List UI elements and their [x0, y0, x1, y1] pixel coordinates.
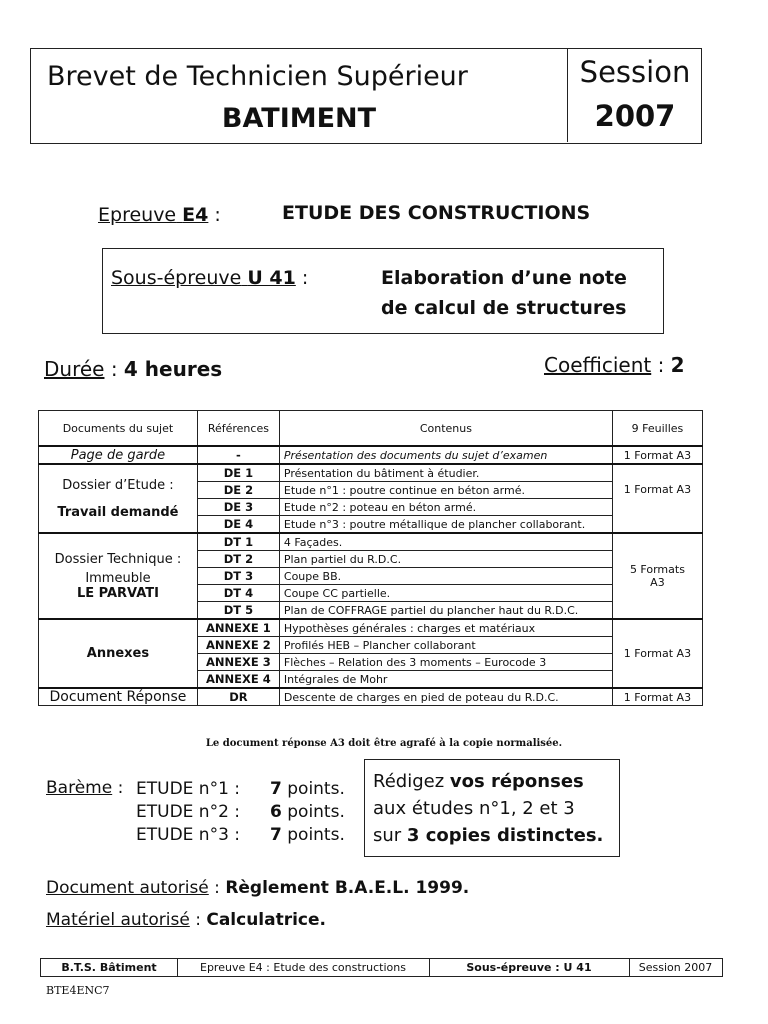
content-cell: Présentation du bâtiment à étudier.	[279, 464, 612, 482]
exam-label	[98, 204, 221, 226]
exam-label-suffix: :	[208, 204, 221, 226]
duration-sep: :	[104, 357, 124, 381]
ref-cell: DE 2	[197, 482, 279, 499]
page-de-garde-sheets: 1 Format A3	[612, 446, 702, 464]
bareme-points-value: 7	[270, 825, 282, 845]
document-autorise-label: Document autorisé	[46, 878, 209, 898]
coefficient-sep: :	[651, 353, 671, 377]
bareme-label	[46, 778, 123, 798]
content-cell: Intégrales de Mohr	[279, 671, 612, 689]
table-row	[39, 619, 703, 637]
sub-exam-label-prefix: Sous-épreuve	[111, 267, 242, 289]
dossier-etude-sheets: 1 Format A3	[612, 464, 702, 533]
sub-exam-label	[111, 267, 308, 289]
content-cell: Flèches – Relation des 3 moments – Eurocode 3	[279, 654, 612, 671]
page-de-garde-content: Présentation des documents du sujet d’examen	[279, 446, 612, 464]
bareme-points-value: 6	[270, 802, 282, 822]
exam-code: E4	[182, 204, 209, 226]
materiel-autorise-sep: :	[189, 910, 207, 930]
responses-instruction-box	[364, 759, 620, 857]
exam-label-prefix: Epreuve	[98, 204, 177, 226]
ref-cell: DT 4	[197, 585, 279, 602]
diploma-title: Brevet de Technicien Supérieur	[47, 61, 468, 92]
sub-exam-label-suffix: :	[295, 267, 309, 289]
document-autorise	[46, 878, 469, 898]
responses-line3	[373, 822, 603, 849]
bareme-points-row	[270, 778, 345, 801]
sub-exam-code: U 41	[247, 267, 296, 289]
dossier-technique-sheets	[612, 533, 702, 619]
sub-exam-title-line2: de calcul de structures	[381, 297, 627, 319]
bareme-label-text: Barème	[46, 778, 113, 798]
table-row	[39, 688, 703, 706]
dossier-technique-sheets-line1: 5 Formats	[629, 563, 685, 576]
bareme-points-unit: points.	[281, 779, 345, 799]
content-cell: Coupe CC partielle.	[279, 585, 612, 602]
content-cell: Plan de COFFRAGE partiel du plancher haut du R.D.C.	[279, 602, 612, 620]
document-reponse-doc: Document Réponse	[39, 688, 198, 706]
dossier-etude-doc	[39, 464, 198, 533]
responses-line1b: vos réponses	[449, 771, 584, 792]
dossier-etude-line2: Travail demandé	[57, 504, 179, 520]
responses-line2: aux études n°1, 2 et 3	[373, 798, 575, 819]
header-title-cell	[31, 49, 568, 142]
content-cell: Etude n°1 : poutre continue en béton armé.	[279, 482, 612, 499]
documents-table	[38, 410, 703, 706]
content-cell: Plan partiel du R.D.C.	[279, 551, 612, 568]
ref-cell: ANNEXE 3	[197, 654, 279, 671]
dossier-technique-line2: Immeuble	[85, 570, 151, 586]
sub-exam-title	[381, 263, 627, 323]
dossier-technique-line1: Dossier Technique :	[54, 551, 182, 567]
session-year: 2007	[594, 99, 676, 133]
sub-exam-box	[102, 248, 664, 334]
sub-exam-title-line1: Elaboration d’une note	[381, 267, 627, 289]
dossier-technique-doc	[39, 533, 198, 619]
bareme-points-row	[270, 801, 345, 824]
bareme-study-name: ETUDE n°1 :	[136, 779, 241, 799]
content-cell: Coupe BB.	[279, 568, 612, 585]
content-cell: Etude n°2 : poteau en béton armé.	[279, 499, 612, 516]
duration	[44, 357, 222, 381]
ref-cell: DE 1	[197, 464, 279, 482]
ref-cell: ANNEXE 2	[197, 637, 279, 654]
bareme-label-sep: :	[112, 778, 124, 798]
table-row	[39, 446, 703, 464]
content-cell: Etude n°3 : poutre métallique de plancher collaborant.	[279, 516, 612, 534]
materiel-autorise	[46, 910, 326, 930]
exam-title: ETUDE DES CONSTRUCTIONS	[282, 202, 591, 224]
footer-sous-epreuve: Sous-épreuve : U 41	[429, 959, 630, 976]
footer-epreuve: Epreuve E4 : Etude des constructions	[177, 959, 430, 976]
document-autorise-value: Règlement B.A.E.L. 1999.	[225, 878, 470, 898]
diploma-specialty: BATIMENT	[221, 103, 377, 134]
dossier-technique-sheets-line2: A3	[650, 576, 665, 589]
page-de-garde-doc: Page de garde	[39, 446, 198, 464]
bareme-study-name: ETUDE n°3 :	[136, 825, 241, 845]
document-autorise-sep: :	[208, 878, 226, 898]
document-reponse-content: Descente de charges en pied de poteau du R.D.C.	[279, 688, 612, 706]
ref-cell: DT 3	[197, 568, 279, 585]
responses-line1a: Rédigez	[373, 771, 450, 792]
table-row	[39, 464, 703, 482]
materiel-autorise-value: Calculatrice.	[206, 910, 326, 930]
bareme-study-name: ETUDE n°2 :	[136, 802, 241, 822]
header-documents: Documents du sujet	[39, 411, 198, 447]
document-code: BTE4ENC7	[46, 984, 110, 997]
header-box	[30, 48, 702, 144]
table-row	[39, 533, 703, 551]
content-cell: Profilés HEB – Plancher collaborant	[279, 637, 612, 654]
responses-instruction	[373, 768, 603, 849]
responses-line3a: sur	[373, 825, 407, 846]
duration-label: Durée	[44, 357, 105, 381]
header-references: Références	[197, 411, 279, 447]
responses-line1	[373, 768, 603, 795]
annexes-sheets: 1 Format A3	[612, 619, 702, 688]
annexes-doc: Annexes	[39, 619, 198, 688]
table-header-row	[39, 411, 703, 447]
footer-bar	[40, 958, 723, 977]
duration-value: 4 heures	[123, 357, 223, 381]
content-cell: 4 Façades.	[279, 533, 612, 551]
coefficient-value: 2	[670, 353, 685, 377]
page-de-garde-ref: -	[197, 446, 279, 464]
bareme-points	[270, 778, 345, 847]
content-cell: Hypothèses générales : charges et matériaux	[279, 619, 612, 637]
bareme-studies	[136, 778, 240, 847]
responses-line3b: 3 copies distinctes.	[406, 825, 604, 846]
footer-bts: B.T.S. Bâtiment	[41, 959, 178, 976]
ref-cell: ANNEXE 4	[197, 671, 279, 689]
document-reponse-ref: DR	[197, 688, 279, 706]
bareme-points-row	[270, 824, 345, 847]
coefficient-label: Coefficient	[544, 353, 652, 377]
header-contents: Contenus	[279, 411, 612, 447]
ref-cell: DE 3	[197, 499, 279, 516]
dossier-etude-line1: Dossier d’Etude :	[62, 477, 174, 493]
ref-cell: DT 1	[197, 533, 279, 551]
coefficient	[544, 353, 685, 377]
dossier-technique-line3: LE PARVATI	[76, 585, 159, 601]
header-sheets: 9 Feuilles	[612, 411, 702, 447]
session-label: Session	[579, 55, 691, 89]
footer-session: Session 2007	[638, 961, 713, 974]
bareme-points-value: 7	[270, 779, 282, 799]
materiel-autorise-label: Matériel autorisé	[46, 910, 190, 930]
ref-cell: DT 5	[197, 602, 279, 620]
ref-cell: DE 4	[197, 516, 279, 534]
staple-note: Le document réponse A3 doit être agrafé à la copie normalisée.	[205, 738, 563, 749]
document-reponse-sheets: 1 Format A3	[612, 688, 702, 706]
bareme-points-unit: points.	[281, 825, 345, 845]
bareme-points-unit: points.	[281, 802, 345, 822]
ref-cell: DT 2	[197, 551, 279, 568]
ref-cell: ANNEXE 1	[197, 619, 279, 637]
